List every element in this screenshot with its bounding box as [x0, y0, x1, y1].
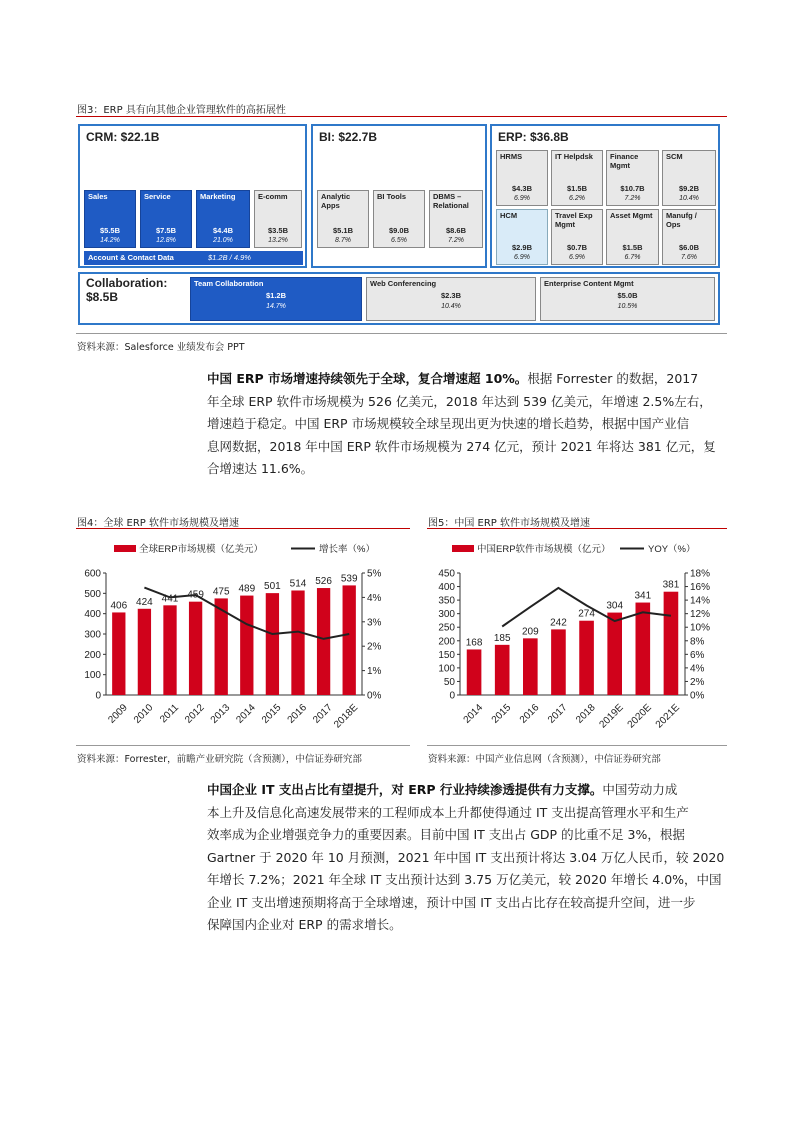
tile-name: Web Conferencing [370, 279, 437, 288]
para2-line6: 企业 IT 支出增速预期将高于全球增速，预计中国 IT 支出占比存在较高提升空间，进一步 [207, 894, 696, 910]
tile-value: $2.9B [511, 243, 532, 252]
fig5-top-rule [427, 528, 727, 529]
tile-pct: 6.9% [514, 254, 530, 261]
para2-line1-rest: 中国劳动力成 [602, 782, 678, 797]
para2-line1 [207, 779, 727, 802]
fig3-top-rule [76, 116, 727, 117]
y2-tick-label: 2% [367, 641, 382, 653]
y-tick-label: 500 [84, 588, 101, 600]
y-tick-label: 400 [84, 609, 101, 621]
para2-line5: 年增长 7.2%；2021 年全球 IT 支出预计达到 3.75 万亿美元，较 2020 年增长 4.0%，中国 [207, 872, 722, 887]
crm-tile-service [140, 190, 192, 248]
bi-panel [311, 124, 487, 268]
tile-value: $6.0B [678, 243, 699, 252]
erp-tile-scm [662, 150, 716, 206]
global-erp-chart [76, 532, 410, 742]
bar [664, 592, 679, 695]
y2-tick-label: 10% [690, 622, 711, 634]
strip-value: $1.2B / 4.9% [208, 253, 251, 262]
para1-line1-rest: 根据 Forrester 的数据，2017 [527, 371, 699, 386]
bar [138, 609, 151, 695]
tile-name: Asset Mgmt [610, 211, 653, 220]
fig4-top-rule [76, 528, 410, 529]
bar [163, 605, 176, 695]
bar-data-label: 304 [606, 600, 624, 612]
x-tick-label: 2011 [158, 702, 182, 726]
y2-tick-label: 14% [690, 595, 711, 607]
erp-panel [490, 124, 720, 268]
x-tick-label: 2017 [311, 702, 335, 726]
paragraph-it-spending [207, 779, 727, 937]
tile-value: $0.7B [566, 243, 587, 252]
y-tick-label: 250 [438, 622, 455, 634]
account-contact-strip [84, 251, 303, 265]
tile-name: Service [144, 192, 171, 201]
y-tick-label: 300 [84, 629, 101, 641]
tile-value: $1.5B [622, 243, 643, 252]
y2-tick-label: 2% [690, 676, 705, 688]
tile-name: Sales [88, 192, 108, 201]
tile-value: $1.2B [265, 291, 286, 300]
fig3-caption: 图3：ERP 具有向其他企业管理软件的高拓展性 [77, 105, 286, 116]
x-tick-label: 2020E [625, 702, 654, 731]
bar-data-label: 539 [340, 573, 358, 585]
bar-data-label: 475 [212, 586, 230, 598]
bi-title: BI: $22.7B [319, 130, 378, 144]
tile-pct: 7.2% [624, 195, 641, 202]
paragraph-erp-growth [207, 368, 727, 481]
para1-line2: 年全球 ERP 软件市场规模为 526 亿美元，2018 年达到 539 亿美元，年增速 2.5%左右， [207, 393, 712, 409]
fig5-source: 资料来源：中国产业信息网（含预测），中信证券研究部 [428, 754, 661, 765]
bar [607, 613, 622, 695]
tile-value: $5.1B [332, 226, 353, 235]
tile-value: $8.6B [445, 226, 466, 235]
x-tick-label: 2014 [461, 702, 486, 726]
tile-pct: 8.7% [335, 237, 351, 244]
tile-value: $2.3B [440, 291, 461, 300]
x-tick-label: 2009 [106, 702, 130, 726]
crm-tile-sales [84, 190, 136, 248]
tile-pct: 6.5% [391, 237, 407, 244]
erp-tile-travel [551, 209, 603, 265]
tile-value: $7.5B [155, 226, 176, 235]
tile-name: Marketing [200, 192, 236, 201]
tile-pct: 10.4% [441, 303, 461, 310]
y-tick-label: 0 [95, 690, 101, 702]
x-tick-label: 2018E [332, 702, 361, 731]
x-tick-label: 2016 [285, 702, 310, 726]
y2-tick-label: 3% [367, 617, 382, 629]
crm-panel [78, 124, 307, 268]
tile-pct: 21.0% [213, 237, 233, 244]
y-tick-label: 50 [443, 676, 455, 688]
bar-data-label: 209 [521, 626, 539, 638]
bar-data-label: 424 [136, 596, 153, 608]
bar-data-label: 459 [187, 589, 204, 601]
tile-name: HRMS [500, 152, 523, 161]
bar-data-label: 501 [264, 581, 281, 593]
x-tick-label: 2017 [545, 702, 570, 726]
crm-tile-ecomm [254, 190, 302, 248]
bar [291, 590, 304, 695]
y-tick-label: 450 [438, 568, 455, 580]
para2-line4: Gartner 于 2020 年 10 月预测，2021 年中国 IT 支出预计将达 3.04 万亿人民币，较 2020 [207, 849, 725, 865]
collab-tile-web [366, 277, 536, 321]
bar [636, 603, 651, 695]
bar-data-label: 514 [289, 578, 307, 590]
tile-value: $5.5B [99, 226, 120, 235]
tile-pct: 10.4% [679, 195, 699, 202]
erp-title: ERP: $36.8B [498, 130, 569, 144]
tile-name: Enterprise Content Mgmt [544, 279, 634, 288]
x-tick-label: 2010 [131, 702, 156, 726]
bar [112, 612, 125, 695]
para2-line7: 保障国内企业对 ERP 的需求增长。 [207, 917, 402, 932]
bar-data-label: 242 [550, 617, 567, 629]
collaboration-panel [78, 272, 720, 325]
china-erp-chart [427, 532, 727, 742]
y2-tick-label: 6% [690, 649, 705, 661]
tile-pct: 6.9% [569, 254, 585, 261]
y2-tick-label: 1% [367, 666, 382, 678]
crm-tile-marketing [196, 190, 250, 248]
bar [317, 588, 330, 695]
bar-data-label: 526 [315, 576, 332, 588]
tile-value: $3.5B [267, 226, 288, 235]
crm-title: CRM: $22.1B [86, 130, 160, 144]
tile-name: Manufg / Ops [666, 211, 697, 229]
collab-tile-ecm [540, 277, 715, 321]
x-tick-label: 2014 [234, 702, 258, 726]
para2-line3: 效率成为企业增强竞争力的重要因素。目前中国 IT 支出占 GDP 的比重不足 3%，根据 [207, 827, 685, 842]
bar [343, 585, 356, 695]
fig4-caption: 图4：全球 ERP 软件市场规模及增速 [77, 518, 240, 529]
tile-name: E-comm [258, 192, 288, 201]
y-tick-label: 200 [84, 649, 101, 661]
bar-data-label: 489 [238, 583, 256, 595]
para1-line5: 合增速达 11.6%。 [207, 461, 314, 476]
y2-tick-label: 0% [690, 690, 705, 702]
tile-pct: 6.9% [514, 195, 530, 202]
fig5-bottom-rule [427, 745, 727, 746]
bar [551, 629, 566, 695]
bar [579, 621, 594, 695]
tile-pct: 7.6% [681, 254, 697, 261]
tile-name: Team Collaboration [194, 279, 264, 288]
tile-value: $1.5B [566, 184, 587, 193]
x-tick-label: 2019E [597, 702, 626, 731]
bar-data-label: 274 [578, 608, 595, 620]
y-tick-label: 600 [84, 568, 101, 580]
tile-pct: 12.8% [156, 237, 176, 244]
tile-pct: 13.2% [268, 237, 288, 244]
fig4-source: 资料来源：Forrester，前瞻产业研究院（含预测），中信证券研究部 [77, 754, 362, 765]
para1-line4: 息网数据，2018 年中国 ERP 软件市场规模为 274 亿元，预计 2021 年将达 381 亿元，复 [207, 438, 716, 454]
x-tick-label: 2021E [653, 702, 683, 731]
para1-lead: 中国 ERP 市场增速持续领先于全球，复合增速超 10%。 [207, 371, 528, 386]
tile-value: $4.4B [212, 226, 233, 235]
y-tick-label: 400 [438, 582, 455, 594]
legend-bar-label: 全球ERP市场规模（亿美元） [139, 544, 264, 555]
y-tick-label: 100 [84, 670, 101, 682]
para1-line3: 增速趋于稳定。中国 ERP 市场规模较全球呈现出更为快速的增长趋势，根据中国产业信 [207, 416, 690, 431]
tile-name: IT Helpdsk [555, 152, 593, 161]
tile-name: DBMS – Relational [433, 192, 469, 210]
tile-value: $10.7B [620, 184, 645, 193]
y-tick-label: 100 [438, 663, 455, 675]
bar-data-label: 341 [634, 590, 652, 602]
tile-value: $9.2B [678, 184, 699, 193]
bi-tile-tools [373, 190, 425, 248]
x-tick-label: 2015 [489, 702, 514, 726]
bar-data-label: 168 [465, 637, 483, 649]
bi-tile-analytic [317, 190, 369, 248]
tile-name: Finance Mgmt [610, 152, 639, 170]
erp-tile-manufacturing [662, 209, 716, 265]
tile-name: HCM [500, 211, 518, 220]
y2-tick-label: 12% [690, 609, 711, 621]
y2-tick-label: 4% [690, 663, 705, 675]
x-tick-label: 2012 [183, 702, 207, 726]
bar [467, 649, 482, 695]
y2-tick-label: 0% [367, 690, 382, 702]
tile-name: SCM [666, 152, 683, 161]
tile-pct: 6.2% [569, 195, 585, 202]
erp-tile-helpdesk [551, 150, 603, 206]
legend-bar-swatch [452, 545, 474, 552]
erp-tile-hcm [496, 209, 548, 265]
tile-name: Analytic Apps [321, 192, 351, 210]
x-tick-label: 2016 [517, 702, 542, 726]
y2-tick-label: 5% [367, 568, 382, 580]
fig3-bottom-rule [76, 333, 727, 334]
legend-bar-swatch [114, 545, 136, 552]
tile-pct: 10.5% [617, 303, 638, 310]
y2-tick-label: 8% [690, 636, 705, 648]
x-tick-label: 2015 [259, 702, 284, 726]
tile-pct: 14.2% [100, 237, 120, 244]
para2-lead: 中国企业 IT 支出占比有望提升，对 ERP 行业持续渗透提供有力支撑。 [207, 782, 603, 797]
fig3-source: 资料来源：Salesforce 业绩发布会 PPT [77, 342, 245, 353]
tile-pct: 14.7% [266, 303, 286, 310]
strip-label: Account & Contact Data [88, 253, 174, 262]
legend-line-label: 增长率（%） [319, 544, 375, 555]
para1-line1 [207, 368, 727, 391]
y-tick-label: 0 [449, 690, 455, 702]
y2-tick-label: 4% [367, 592, 382, 604]
tile-value: $9.0B [388, 226, 409, 235]
bar [266, 593, 279, 695]
bar-data-label: 381 [662, 579, 680, 591]
y2-tick-label: 18% [690, 568, 711, 580]
collab-title: Collaboration: [86, 276, 168, 290]
x-tick-label: 2013 [208, 702, 233, 726]
y-tick-label: 150 [438, 649, 455, 661]
erp-tile-finance [606, 150, 659, 206]
tile-name: Travel Exp Mgmt [555, 211, 593, 229]
bar-data-label: 406 [110, 600, 128, 612]
collab-tile-team [190, 277, 362, 321]
para2-line2: 本上升及信息化高速发展带来的工程师成本上升都使得通过 IT 支出提高管理水平和生产 [207, 804, 689, 820]
tile-value: $5.0B [617, 291, 638, 300]
erp-tile-hrms [496, 150, 548, 206]
bar-data-label: 441 [161, 593, 179, 605]
market-size-diagram [76, 118, 727, 330]
x-tick-label: 2018 [574, 702, 598, 726]
collab-value: $8.5B [86, 290, 119, 304]
y2-tick-label: 16% [690, 582, 711, 594]
bar-data-label: 185 [493, 632, 511, 644]
bar [189, 602, 202, 695]
bar [495, 645, 510, 695]
y-tick-label: 200 [438, 636, 455, 648]
erp-tile-asset [606, 209, 659, 265]
bar [523, 638, 538, 695]
y-tick-label: 300 [438, 609, 455, 621]
bar [240, 596, 253, 695]
tile-name: BI Tools [377, 192, 407, 201]
tile-pct: 7.2% [448, 237, 464, 244]
legend-bar-label: 中国ERP软件市场规模（亿元） [477, 544, 611, 555]
legend-line-label: YOY（%） [648, 544, 696, 555]
tile-pct: 6.7% [624, 254, 641, 261]
tile-value: $4.3B [511, 184, 532, 193]
bi-tile-dbms [429, 190, 483, 248]
fig4-bottom-rule [76, 745, 410, 746]
fig5-caption: 图5：中国 ERP 软件市场规模及增速 [428, 518, 591, 529]
y-tick-label: 350 [438, 595, 455, 607]
